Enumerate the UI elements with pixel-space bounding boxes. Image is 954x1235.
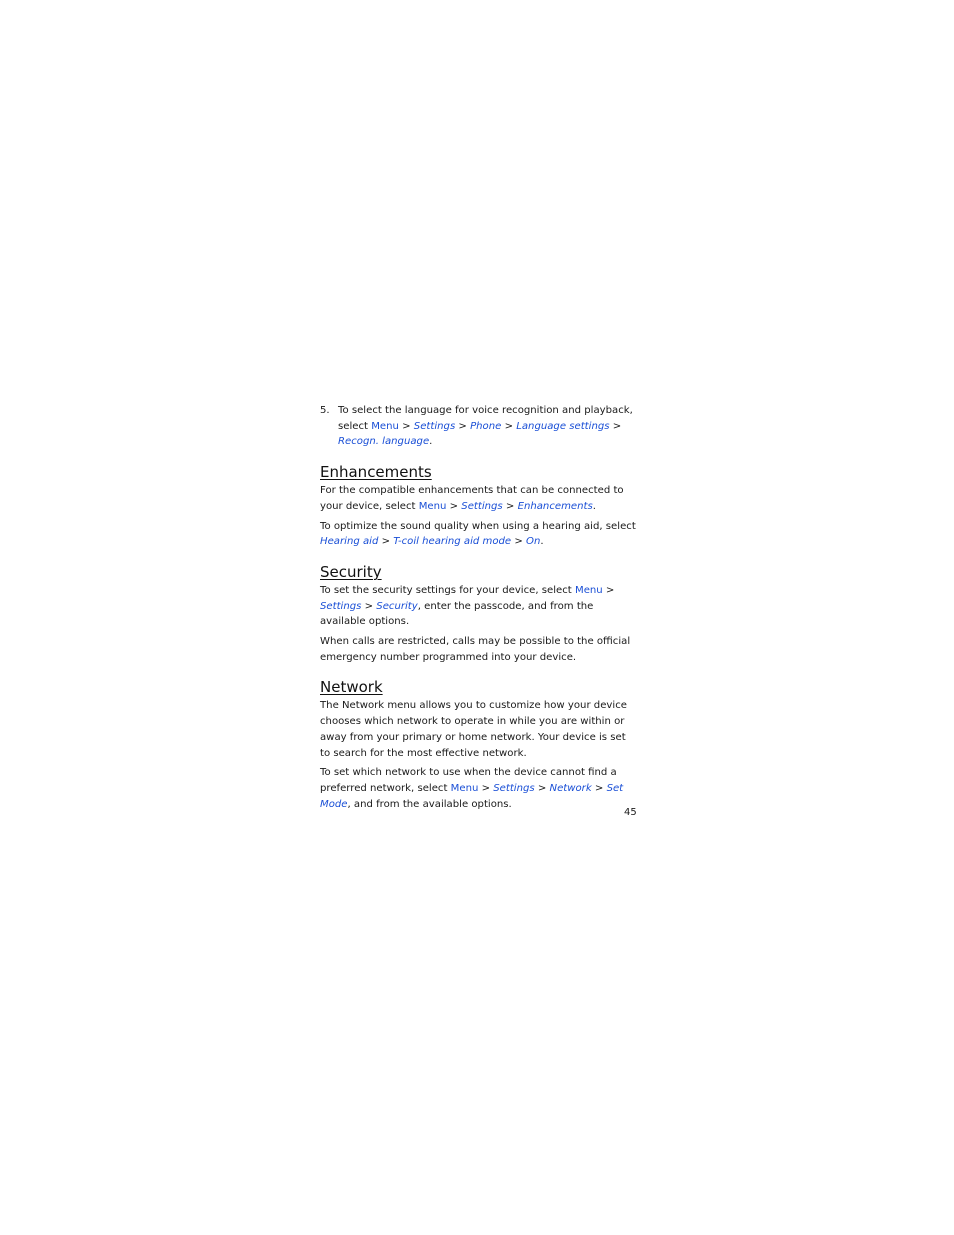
list-number: 5. <box>320 405 330 416</box>
network-paragraph-2: To set which network to use when the device cannot find a preferred network, select Menu > Settings > Network > Set Mode, and from the available options. <box>320 767 624 810</box>
phone-link[interactable]: Phone <box>470 420 502 432</box>
enhancements-paragraph-1: For the compatible enhancements that can be connected to your device, select Menu > Settings > Enhancements. <box>320 485 624 512</box>
menu-link[interactable]: Menu <box>371 420 399 432</box>
set-mode-link[interactable]: Set Mode <box>320 782 624 810</box>
menu-link[interactable]: Menu <box>450 782 479 794</box>
settings-link[interactable]: Settings <box>493 782 535 794</box>
security-link[interactable]: Security <box>376 600 418 612</box>
recogn-language-link[interactable]: Recogn. language <box>338 436 430 448</box>
heading-network: Network <box>320 678 383 697</box>
tcoil-mode-link[interactable]: T-coil hearing aid mode <box>393 536 512 548</box>
language-settings-link[interactable]: Language settings <box>516 420 610 432</box>
menu-link[interactable]: Menu <box>418 500 447 512</box>
enhancements-link[interactable]: Enhancements <box>517 500 593 512</box>
network-paragraph-1: The Network menu allows you to customize how your device chooses which network to operate in while you are within or away from your primary or home network. Your device is set to search for the most effective network. <box>320 700 627 759</box>
settings-link[interactable]: Settings <box>320 600 362 612</box>
settings-link[interactable]: Settings <box>461 500 503 512</box>
network-link[interactable]: Network <box>549 782 592 794</box>
on-link[interactable]: On <box>526 536 541 548</box>
step-5-text: To select the language for voice recognition and playback, select Menu > Settings > Phone > Language settings > Recogn. language. <box>338 405 633 448</box>
list-item-step-5 <box>320 403 638 450</box>
menu-link[interactable]: Menu <box>574 584 603 596</box>
security-paragraph-2: When calls are restricted, calls may be possible to the official emergency number programmed into your device. <box>320 636 631 663</box>
hearing-aid-link[interactable]: Hearing aid <box>320 536 379 548</box>
page-content <box>320 403 638 812</box>
heading-enhancements: Enhancements <box>320 463 432 482</box>
settings-link[interactable]: Settings <box>413 420 456 432</box>
enhancements-paragraph-2: To optimize the sound quality when using a hearing aid, select Hearing aid > T-coil hearing aid mode > On. <box>320 520 636 548</box>
page-number: 45 <box>624 807 637 818</box>
heading-security: Security <box>320 562 382 581</box>
security-paragraph-1: To set the security settings for your device, select Menu > Settings > Security, enter the passcode, and from the available options. <box>320 584 615 628</box>
